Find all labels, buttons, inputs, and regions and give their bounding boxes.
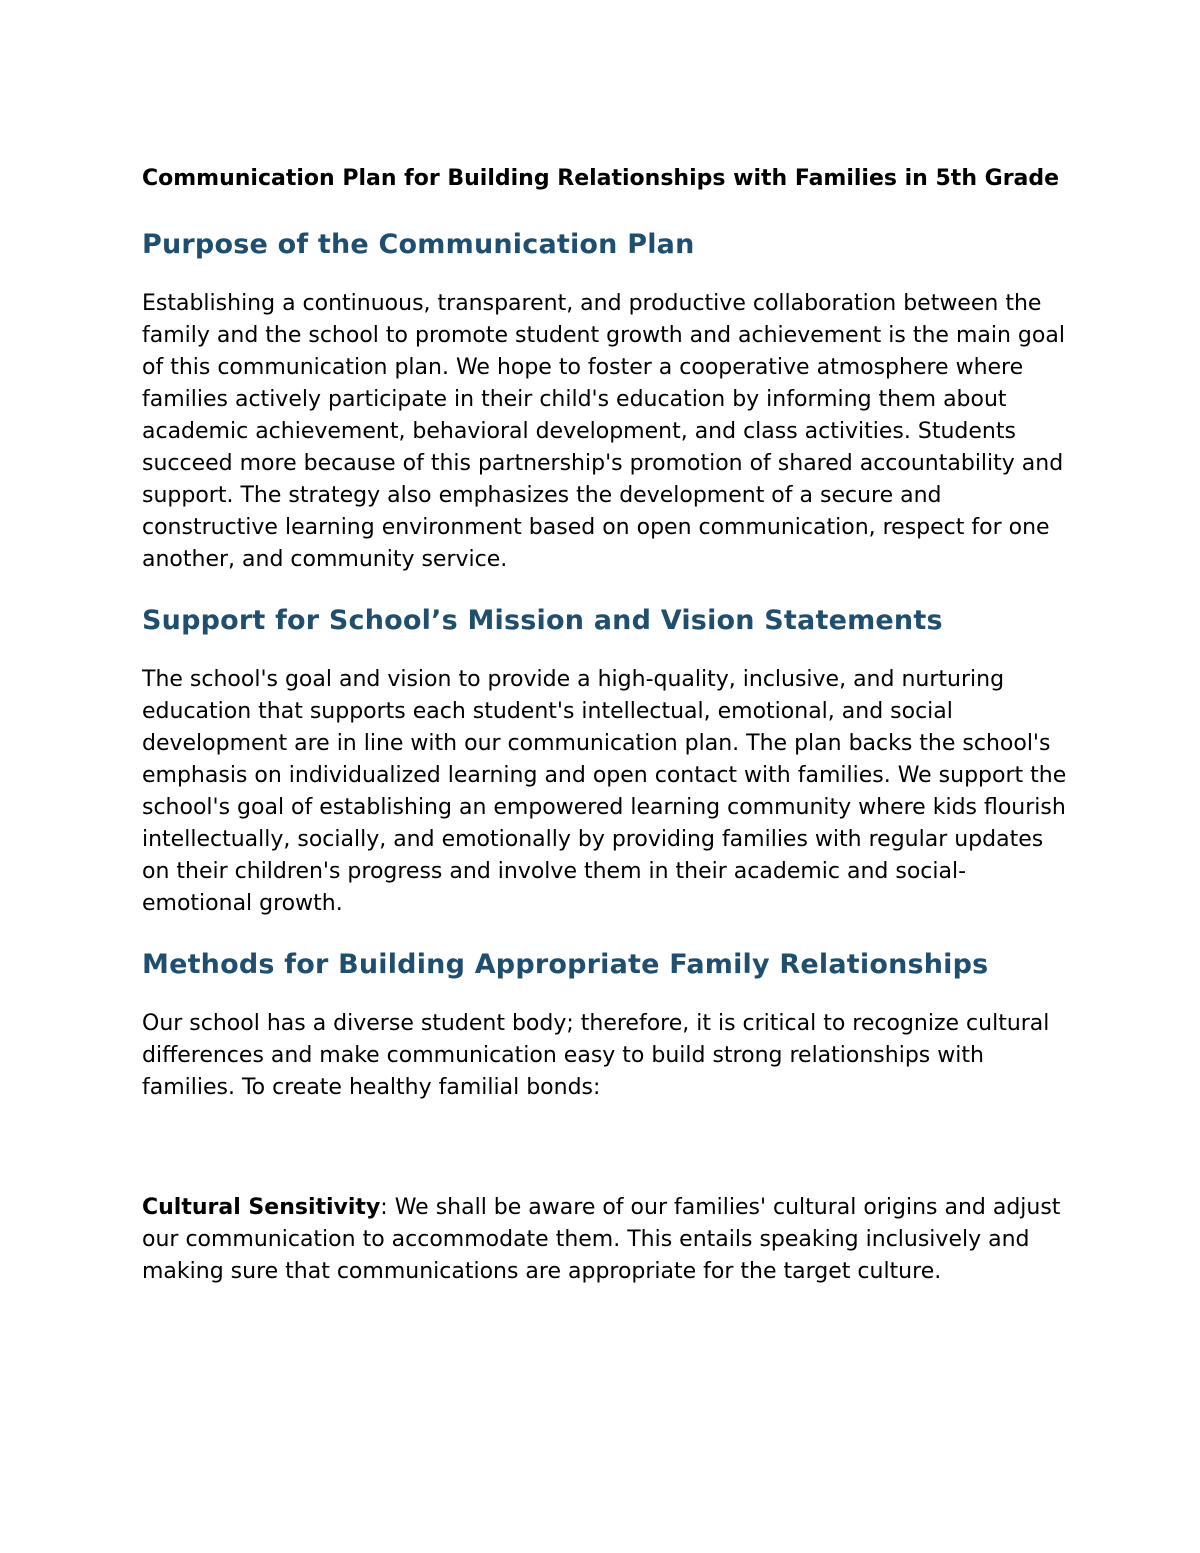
section-mission-vision xyxy=(142,601,1072,920)
term-separator: : xyxy=(380,1195,388,1220)
section-heading-methods: Methods for Building Appropriate Family Relationships xyxy=(142,949,989,980)
section-methods xyxy=(142,945,1072,1288)
paragraph-spacer xyxy=(142,1129,1072,1192)
section-paragraph-mission-vision: The school's goal and vision to provide a high-quality, inclusive, and nurturing education that supports each student's intellectual, emotional, and social development are in line with our communication plan. The plan backs the school's emphasis on individualized learning and open contact with families. We support the school's goal of establishing an empowered learning community where kids flourish intellectually, socially, and emotionally by providing families with regular updates on their children's progress and involve them in their academic and social-emotional growth. xyxy=(142,667,1067,916)
section-heading-purpose: Purpose of the Communication Plan xyxy=(142,229,695,260)
cultural-sensitivity-item xyxy=(142,1192,1072,1288)
section-paragraph-methods: Our school has a diverse student body; therefore, it is critical to recognize cultural differences and make communication easy to build strong relationships with families. To create healthy familial bonds: xyxy=(142,1011,1050,1100)
cultural-sensitivity-text: We shall be aware of our families' cultural origins and adjust our communication to accommodate them. This entails speaking inclusively and making sure that communications are appropriate for the target culture. xyxy=(142,1195,1061,1284)
document-title: Communication Plan for Building Relationships with Families in 5th Grade xyxy=(142,166,1060,191)
section-heading-mission-vision: Support for School’s Mission and Vision Statements xyxy=(142,605,943,636)
section-paragraph-purpose: Establishing a continuous, transparent, and productive collaboration between the family and the school to promote student growth and achievement is the main goal of this communication plan. We hope to foster a cooperative atmosphere where families actively participate in their child's education by informing them about academic achievement, behavioral development, and class activities. Students succeed more because of this partnership's promotion of shared accountability and support. The strategy also emphasizes the development of a secure and constructive learning environment based on open communication, respect for one another, and community service. xyxy=(142,291,1065,572)
section-purpose xyxy=(142,225,1072,576)
document-page xyxy=(142,163,1072,1313)
cultural-sensitivity-term: Cultural Sensitivity xyxy=(142,1195,381,1220)
